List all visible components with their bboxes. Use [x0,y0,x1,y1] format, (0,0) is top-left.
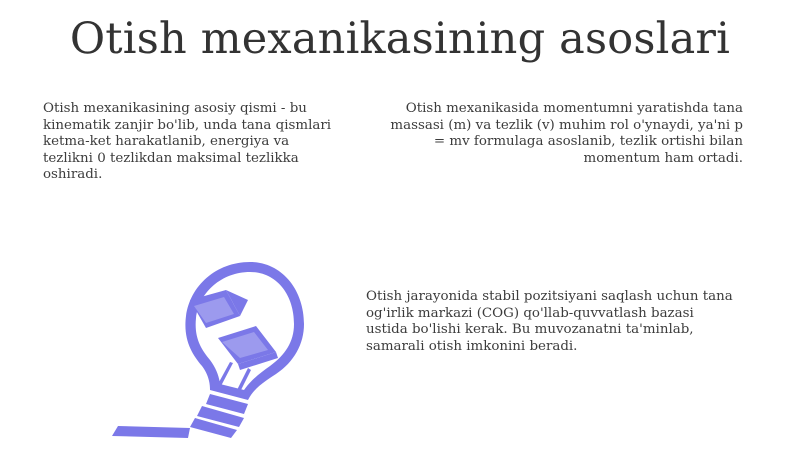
paragraph-stability: Otish jarayonida stabil pozitsiyani saqlash uchun tana og'irlik markazi (COG) qo'llab-quvvatlash bazasi ustida bo'lishi kerak. Bu muvozanatni ta'minlab, samarali otish imkonini beradi. [366,289,733,354]
lightbulb-with-book-icon [98,250,318,440]
paragraph-kinematic-chain: Otish mexanikasining asosiy qismi - bu kinematik zanjir bo'lib, unda tana qismlari ketma-ket harakatlanib, energiya va tezlikni 0 tezlikdan maksimal tezlikka oshiradi. [43,101,332,182]
paragraph-momentum: Otish mexanikasida momentumni yaratishda tana massasi (m) va tezlik (v) muhim rol o'ynaydi, ya'ni p = mv formulaga asoslanib, tezlik ortishi bilan momentum ham ortadi. [390,101,743,166]
slide-title: Otish mexanikasining asoslari [69,14,731,64]
